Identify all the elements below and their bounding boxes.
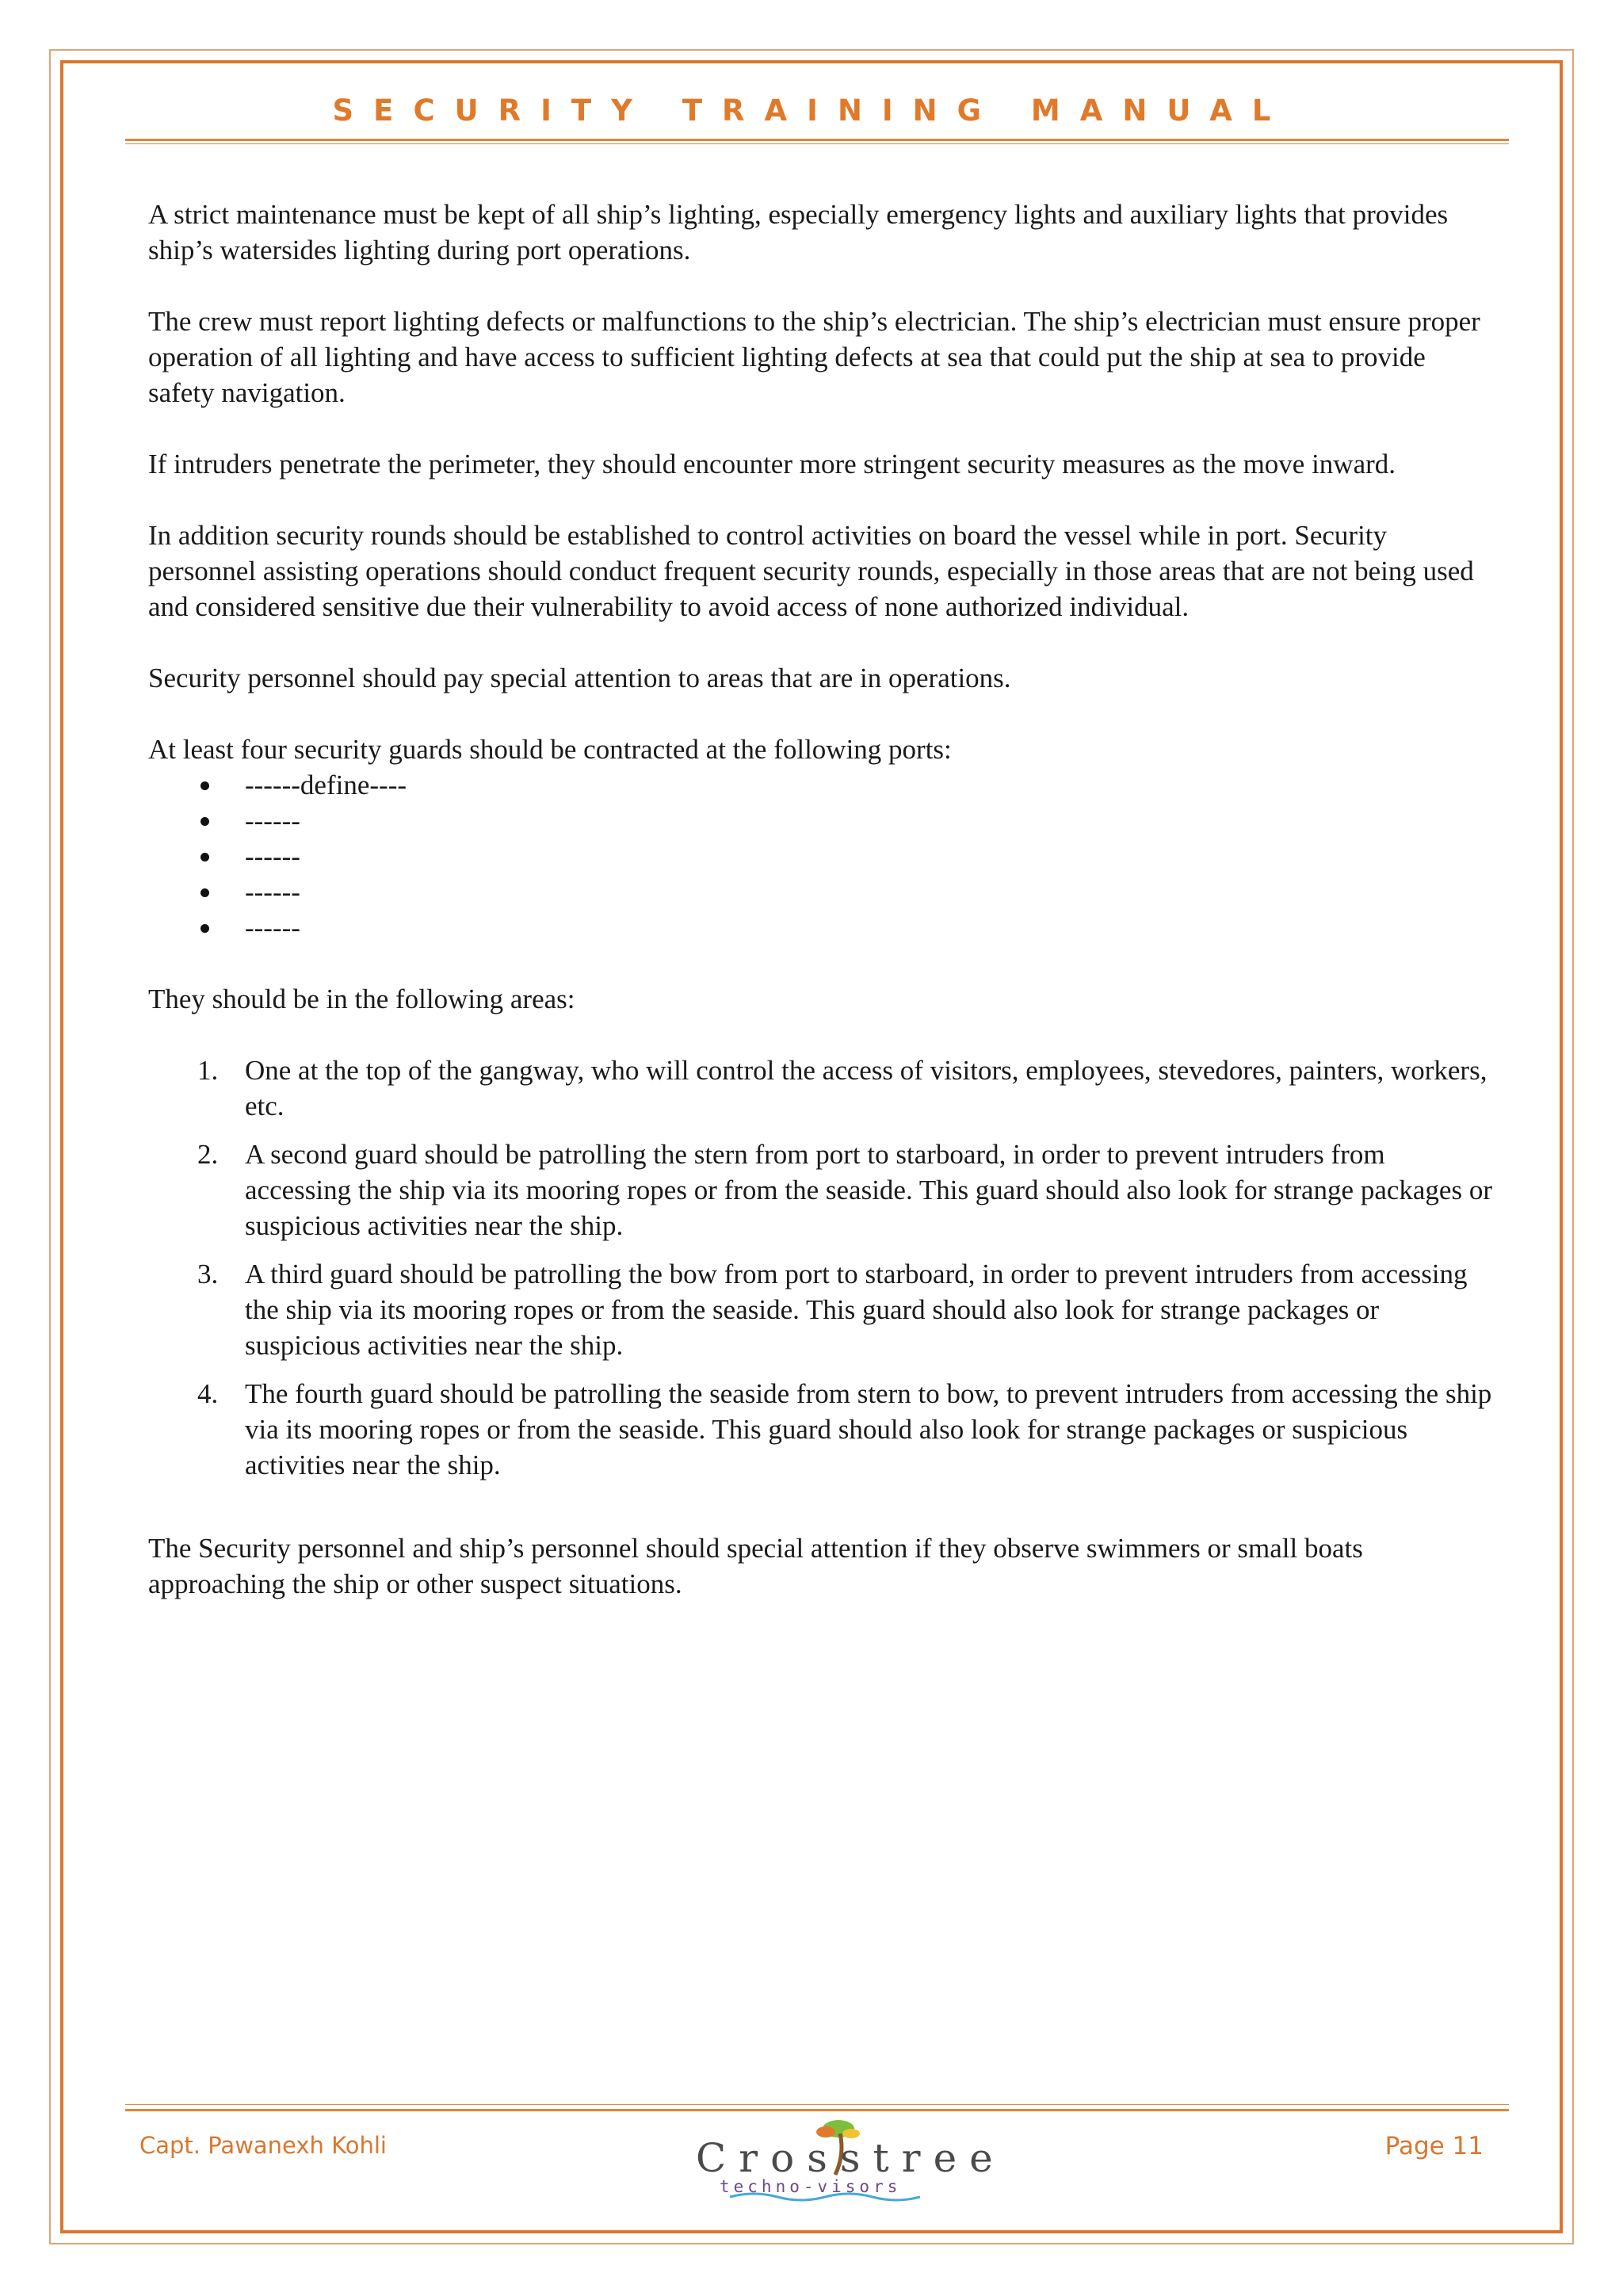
list-item-text: The fourth guard should be patrolling the seaside from stern to bow, to prevent intruders from accessing the ship via its mooring ropes or from the seaside. This guard should also look for strange packages or suspicious activities near the ship. (245, 1378, 1492, 1480)
ports-list (148, 767, 1495, 946)
list-item (148, 803, 1495, 839)
footer-rule-top (125, 2104, 1509, 2105)
list-item-text: ------ (245, 841, 300, 872)
logo-subtext: techno-visors (720, 2177, 902, 2196)
paragraph: In addition security rounds should be established to control activities on board the vessel while in port. Security personnel assisting operations should conduct frequent security rounds, especially in those areas that are not being used and considered sensitive due their vulnerability to avoid access of none authorized individual. (148, 520, 1474, 622)
list-item (148, 1052, 1495, 1124)
header-rule-bottom (125, 143, 1509, 144)
list-item (148, 839, 1495, 874)
header-rule-top (125, 139, 1509, 141)
list-item-text: ------ (245, 805, 300, 836)
areas-list (148, 1052, 1495, 1483)
list-item-text: ------ (245, 877, 300, 907)
list-number: 2. (197, 1139, 219, 1170)
header-title: SECURITY TRAINING MANUAL (332, 94, 1291, 128)
list-item (148, 1256, 1495, 1363)
paragraph: At least four security guards should be contracted at the following ports: (148, 734, 952, 765)
crosstree-logo (686, 2115, 1006, 2202)
list-item-text: ------define---- (245, 770, 407, 800)
list-item-text: ------ (245, 912, 300, 943)
paragraph: If intruders penetrate the perimeter, they should encounter more stringent security measures as the move inward. (148, 449, 1396, 479)
list-item-text: A third guard should be patrolling the bow from port to starboard, in order to prevent intruders from accessing the ship via its mooring ropes or from the seaside. This guard should also look for strange packages or suspicious activities near the ship. (245, 1259, 1468, 1361)
footer-author: Capt. Pawanexh Kohli (139, 2132, 387, 2159)
bullet-icon (200, 888, 209, 897)
list-item-text: A second guard should be patrolling the stern from port to starboard, in order to prevent intruders from accessing the ship via its mooring ropes or from the seaside. This guard should also look for strange packages or suspicious activities near the ship. (245, 1139, 1492, 1241)
list-number: 1. (197, 1055, 219, 1086)
paragraph: Security personnel should pay special attention to areas that are in operations. (148, 663, 1011, 693)
list-item (148, 910, 1495, 946)
footer-rule-bottom (125, 2109, 1509, 2111)
logo-wordmark: Crosstree (696, 2135, 1006, 2181)
bullet-icon (200, 924, 209, 933)
footer-page-number: Page 11 (1384, 2132, 1484, 2160)
bullet-icon (200, 853, 209, 861)
bullet-icon (200, 781, 209, 790)
list-number: 4. (197, 1378, 219, 1409)
paragraph: A strict maintenance must be kept of all ship’s lighting, especially emergency lights and auxiliary lights that provides ship’s watersides lighting during port operations. (148, 199, 1449, 266)
list-item (148, 1376, 1495, 1483)
list-item (148, 767, 1495, 803)
list-item (148, 874, 1495, 910)
closing-paragraph: The Security personnel and ship’s personnel should special attention if they observe swimmers or small boats approaching the ship or other suspect situations. (148, 1533, 1363, 1599)
paragraph: The crew must report lighting defects or malfunctions to the ship’s electrician. The ship’s electrician must ensure proper operation of all lighting and have access to sufficient lighting defects at sea that could put the ship at sea to provide safety navigation. (148, 306, 1480, 408)
list-item-text: One at the top of the gangway, who will control the access of visitors, employees, stevedores, painters, workers, etc. (245, 1055, 1487, 1121)
bullet-icon (200, 817, 209, 826)
document-body (148, 197, 1495, 1637)
areas-intro: They should be in the following areas: (148, 984, 575, 1014)
list-number: 3. (197, 1259, 219, 1289)
list-item (148, 1137, 1495, 1244)
